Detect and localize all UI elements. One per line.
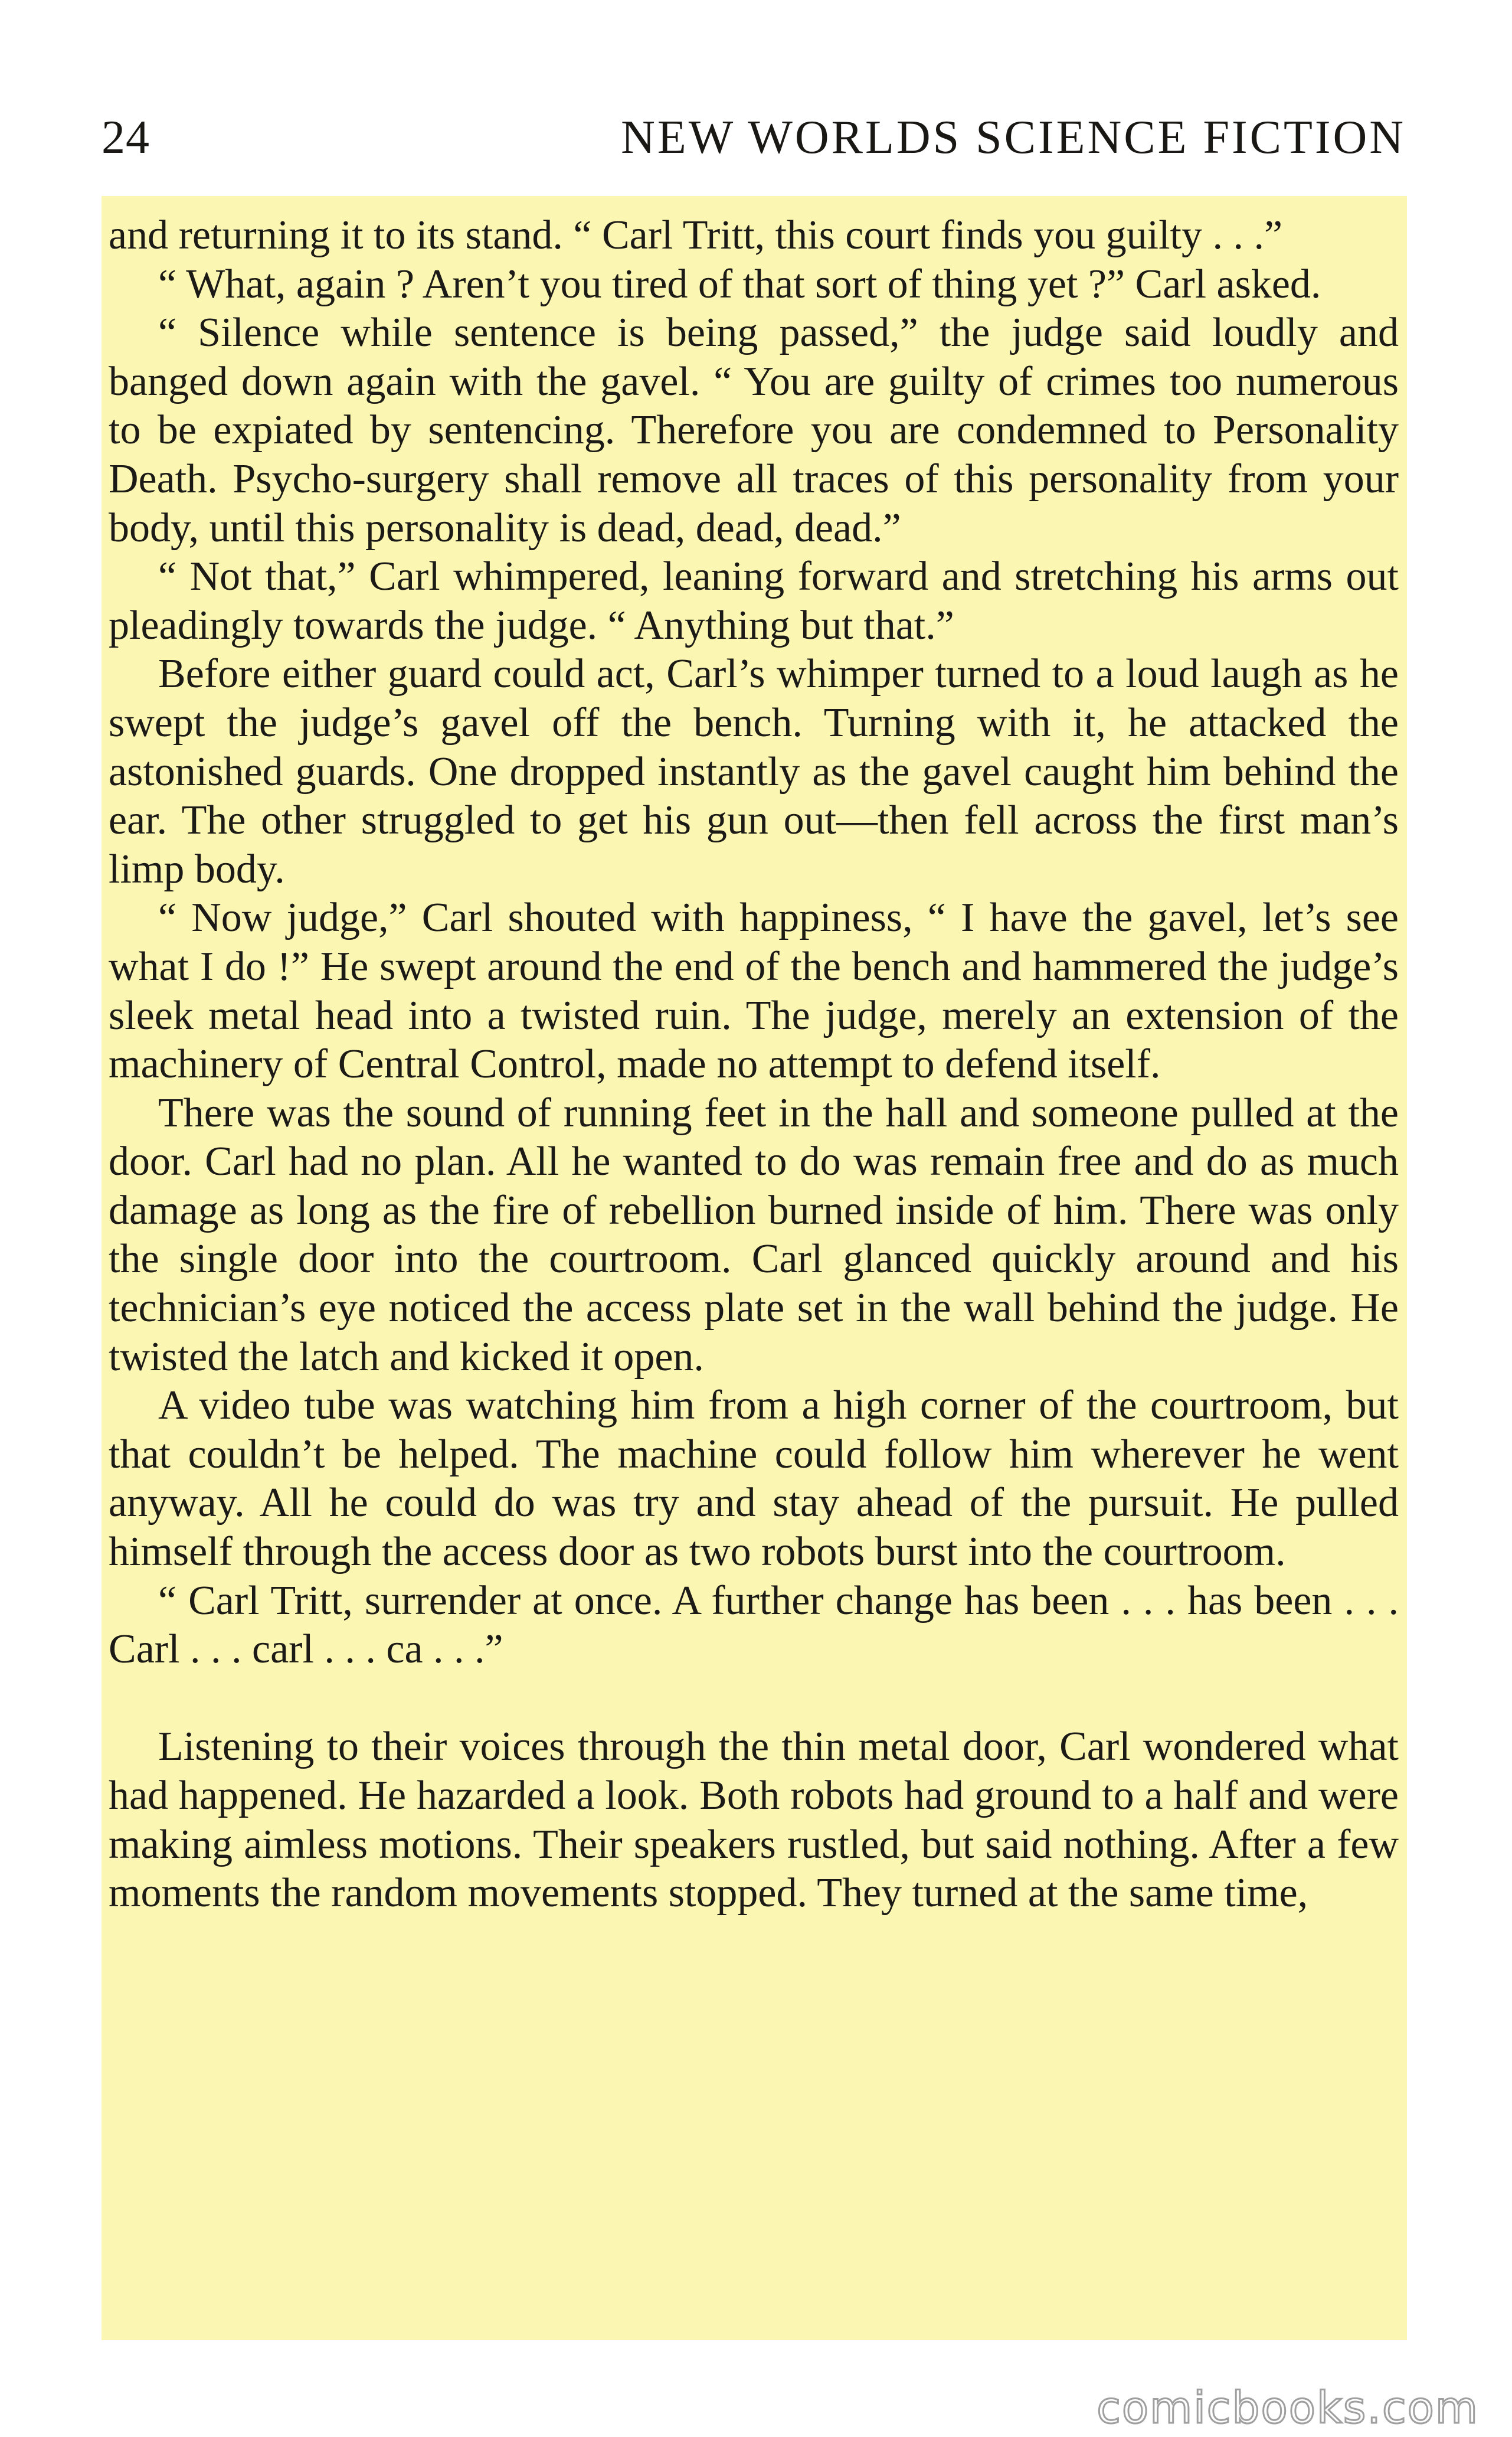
- magazine-title: NEW WORLDS SCIENCE FICTION: [621, 112, 1406, 164]
- paragraph: “ Not that,” Carl whimpered, leaning forward and stretching his arms out pleadingly towards the judge. “ Anything but that.”: [109, 554, 1399, 648]
- paragraph-continued: and returning it to its stand. “ Carl Tritt, this court finds you guilty . . .”: [109, 213, 1283, 258]
- site-watermark: comicbooks.com: [1097, 2383, 1479, 2433]
- story-text-block: [102, 196, 1407, 2340]
- paragraph: There was the sound of running feet in the hall and someone pulled at the door. Carl had no plan. All he wanted to do was remain free and do as much damage as long as the fire of rebellion burned inside of him. There was only the single door into the courtroom. Carl glanced quickly around and his technician’s eye noticed the access plate set in the wall behind the judge. He twisted the latch and kicked it open.: [109, 1090, 1399, 1380]
- paragraph: Before either guard could act, Carl’s whimper turned to a loud laugh as he swept the judge’s gavel off the bench. Turning with it, he attacked the astonished guards. One dropped instantly as the gavel caught him behind the ear. The other struggled to get his gun out—then fell across the first man’s limp body.: [109, 651, 1399, 892]
- page-number: 24: [102, 112, 150, 164]
- running-head: [102, 111, 1406, 176]
- paragraph: “ Carl Tritt, surrender at once. A further change has been . . . has been . . . Carl . . . carl . . . ca . . .”: [109, 1577, 1399, 1672]
- paragraph: “ Now judge,” Carl shouted with happiness, “ I have the gavel, let’s see what I do !” He swept around the end of the bench and hammered the judge’s sleek metal head into a twisted ruin. The judge, merely an extension of the machinery of Central Control, made no attempt to defend itself.: [109, 895, 1399, 1087]
- paragraph: Listening to their voices through the thin metal door, Carl wondered what had happened. He hazarded a look. Both robots had ground to a half and were making aimless motions. Their speakers rustled, but said nothing. After a few moments the random movements stopped. They turned at the same time,: [109, 1724, 1399, 1916]
- paragraph: “ Silence while sentence is being passed,” the judge said loudly and banged down again with the gavel. “ You are guilty of crimes too numerous to be expiated by sentencing. Therefore you are condemned to Personality Death. Psycho-surgery shall remove all traces of this personality from your body, until this personality is dead, dead, dead.”: [109, 310, 1399, 551]
- section-break: [109, 1674, 1399, 1723]
- paragraph: “ What, again ? Aren’t you tired of that sort of thing yet ?” Carl asked.: [158, 261, 1321, 307]
- paragraph: A video tube was watching him from a high corner of the courtroom, but that couldn’t be helped. The machine could follow him wherever he went anyway. All he could do was try and stay ahead of the pursuit. He pulled himself through the access door as two robots burst into the courtroom.: [109, 1383, 1399, 1575]
